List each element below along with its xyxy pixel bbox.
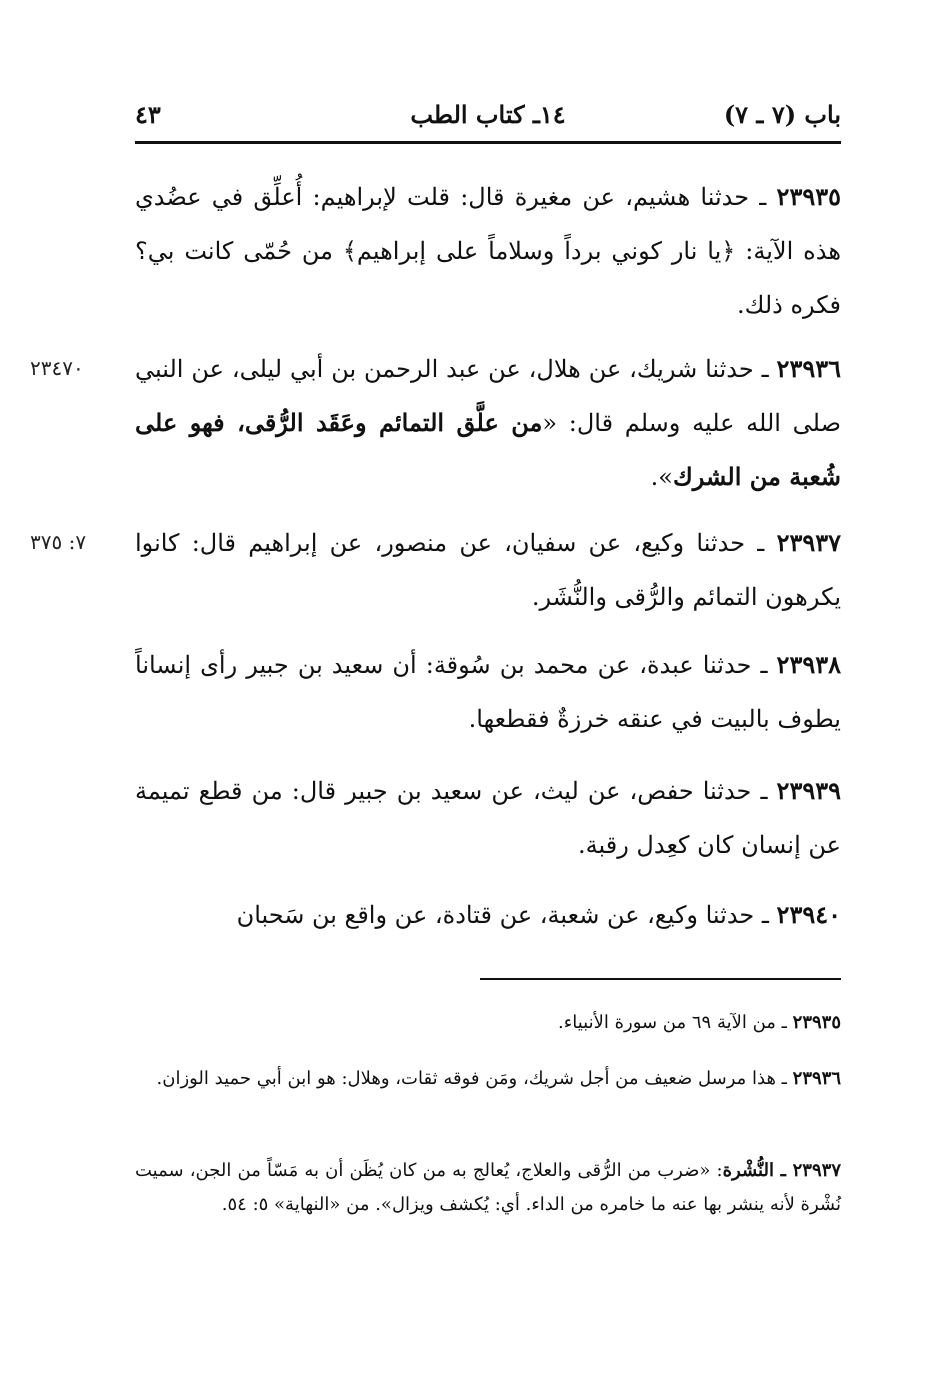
hadith-text: ـ حدثنا وكيع، عن سفيان، عن منصور، عن إبراهيم قال: كانوا يكرهون التمائم والرُّقى والنُّشَر. [135,529,841,611]
running-header [135,92,841,142]
hadith-paragraph [135,638,841,746]
hadith-matn-bold: من علَّق التمائم وعَقَد الرُّقى، فهو على شُعبة من الشرك [135,408,841,491]
margin-cross-reference: ٧: ٣٧٥ [30,530,87,554]
hadith-number: ٢٣٩٣٥ [776,182,841,211]
hadith-text: ـ حدثنا حفص، عن ليث، عن سعيد بن جبير قال: من قطع تميمة عن إنسان كان كعِدل رقبة. [135,777,841,859]
header-book-title: ١٤ـ كتاب الطب [410,100,566,129]
footnote-number: ٢٣٩٣٦ [792,1068,841,1089]
margin-cross-reference: ٢٣٤٧٠ [30,356,84,380]
footnote-text: ـ هذا مرسل ضعيف من أجل شريك، ومَن فوقه ثقات، وهلال: هو ابن أبي حميد الوزان. [156,1068,793,1089]
hadith-text: ـ حدثنا شريك، عن هلال، عن عبد الرحمن بن أبي ليلى، عن النبي صلى الله عليه وسلم قال: « [135,355,841,437]
header-chapter-ref: باب (٧ ـ ٧) [723,100,841,129]
hadith-paragraph [135,888,841,942]
hadith-number: ٢٣٩٣٩ [776,776,841,805]
hadith-paragraph [135,170,841,332]
hadith-text: ـ حدثنا عبدة، عن محمد بن سُوقة: أن سعيد بن جبير رأى إنساناً يطوف بالبيت في عنقه خرزةٌ فقطعها. [135,651,841,733]
footnote [135,1154,841,1222]
footnote-separator [480,978,841,980]
hadith-number: ٢٣٩٣٦ [776,354,841,383]
hadith-number: ٢٣٩٣٧ [776,528,842,557]
hadith-paragraph [135,516,841,624]
hadith-text-end: ». [650,463,673,491]
footnote [135,1006,841,1040]
footnote [135,1062,841,1096]
hadith-text: ـ حدثنا هشيم، عن مغيرة قال: قلت لإبراهيم: أُعلِّق في عضُدي هذه الآية: ﴿يا نار كوني برداً وسلاماً على إبراهيم﴾ من حُمّى كانت بي؟ فكره ذلك. [135,183,841,319]
footnote-number: ٢٣٩٣٥ [792,1012,841,1033]
hadith-number: ٢٣٩٣٨ [776,650,841,679]
hadith-text: ـ حدثنا وكيع، عن شعبة، عن قتادة، عن واقع بن سَحبان [236,901,777,929]
hadith-paragraph [135,342,841,504]
hadith-number: ٢٣٩٤٠ [776,900,841,929]
footnote-text: : «ضرب من الرُّقى والعلاج، يُعالج به من كان يُظَن أن به مَسّاً من الجن، سميت نُشْرة لأنه ينشر بها عنه ما خامره من الداء. أي: يُكشف ويزال». من «النهاية» ٥: ٥٤. [135,1160,841,1215]
footnote-text: ـ من الآية ٦٩ من سورة الأنبياء. [558,1012,793,1033]
hadith-paragraph [135,764,841,872]
header-rule [135,141,841,144]
footnote-number: ٢٣٩٣٧ ـ النُّشْرة [722,1160,841,1181]
page-number: ٤٣ [135,100,161,129]
